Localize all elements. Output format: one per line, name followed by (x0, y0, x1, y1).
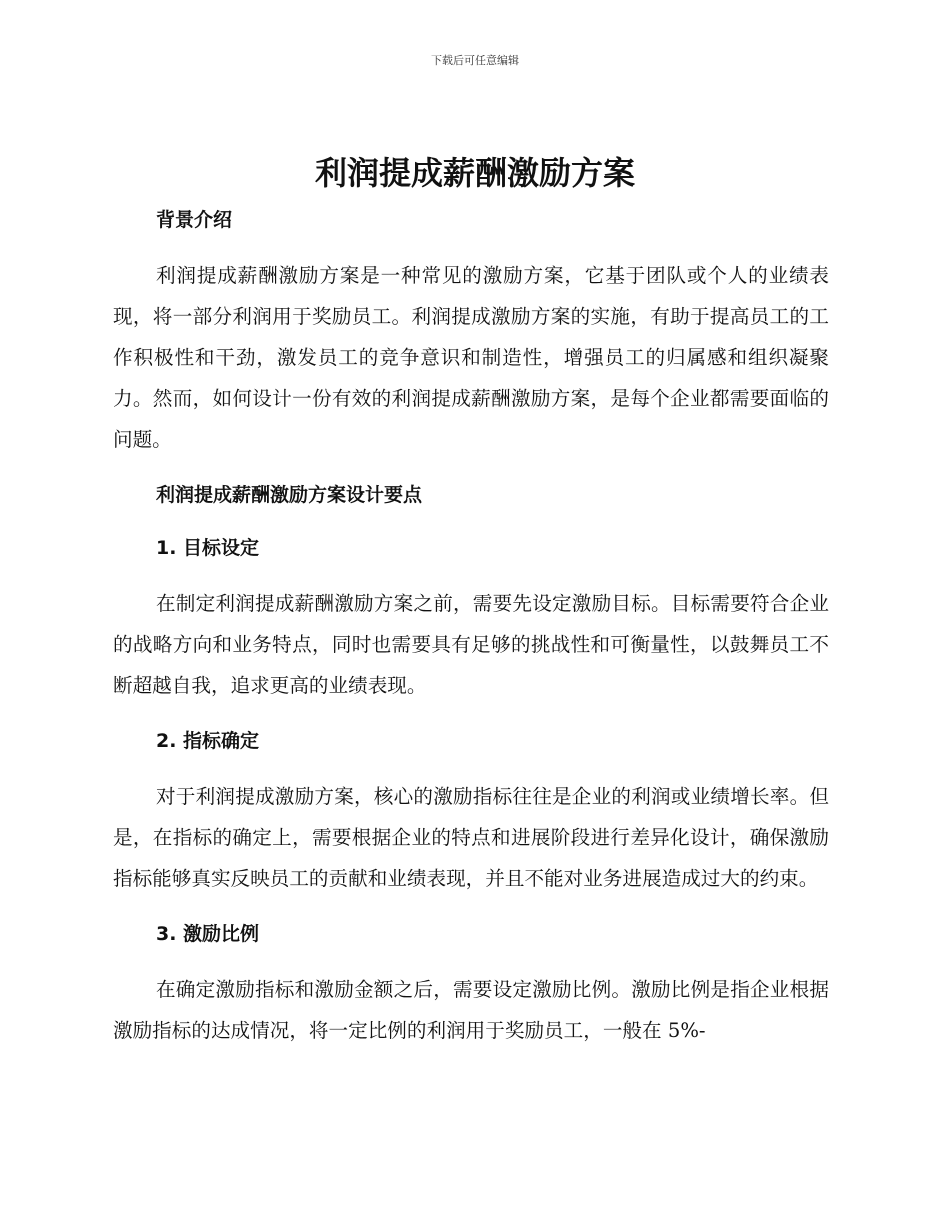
paragraph-ratio: 在确定激励指标和激励金额之后，需要设定激励比例。激励比例是指企业根据激励指标的达成情况，将一定比例的利润用于奖励员工，一般在 5%- (113, 978, 829, 1042)
page-header-note: 下载后可任意编辑 (431, 54, 519, 67)
document-body (113, 202, 829, 1051)
document-title: 利润提成薪酬激励方案 (314, 154, 635, 192)
section-heading-ratio: 3. 激励比例 (156, 923, 260, 945)
paragraph-indicator: 对于利润提成激励方案，核心的激励指标往往是企业的利润或业绩增长率。但是，在指标的确定上，需要根据企业的特点和进展阶段进行差异化设计，确保激励指标能够真实反映员工的贡献和业绩表现，并且不能对业务进展造成过大的约束。 (113, 785, 829, 890)
paragraph-background: 利润提成薪酬激励方案是一种常见的激励方案，它基于团队或个人的业绩表现，将一部分利润用于奖励员工。利润提成激励方案的实施，有助于提高员工的工作积极性和干劲，激发员工的竞争意识和制造性，增强员工的归属感和组织凝聚力。然而，如何设计一份有效的利润提成薪酬激励方案，是每个企业都需要面临的问题。 (113, 264, 829, 451)
section-heading-goal: 1. 目标设定 (156, 537, 260, 559)
section-heading-indicator: 2. 指标确定 (156, 730, 260, 752)
section-heading-background: 背景介绍 (156, 209, 233, 231)
section-heading-design-points: 利润提成薪酬激励方案设计要点 (156, 484, 423, 506)
paragraph-goal: 在制定利润提成薪酬激励方案之前，需要先设定激励目标。目标需要符合企业的战略方向和业务特点，同时也需要具有足够的挑战性和可衡量性，以鼓舞员工不断超越自我，追求更高的业绩表现。 (113, 592, 829, 697)
